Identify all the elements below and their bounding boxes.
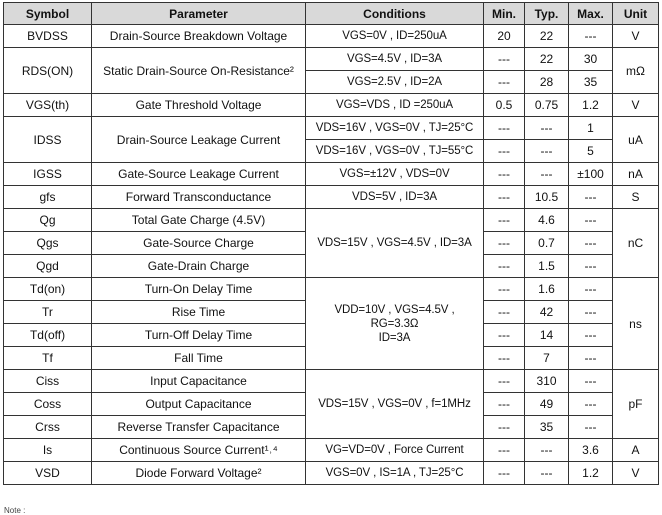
conditions-cell: VGS=0V , ID=250uA	[306, 25, 484, 48]
typ-cell: 0.75	[525, 94, 569, 117]
max-cell: ---	[569, 347, 613, 370]
parameter-cell: Reverse Transfer Capacitance	[92, 416, 306, 439]
typ-cell: ---	[525, 462, 569, 485]
table-row	[4, 278, 659, 301]
max-cell: ---	[569, 370, 613, 393]
unit-cell: V	[613, 25, 659, 48]
parameter-cell: Turn-Off Delay Time	[92, 324, 306, 347]
header-typ: Typ.	[525, 3, 569, 25]
table-row	[4, 439, 659, 462]
symbol-cell: IDSS	[4, 117, 92, 163]
conditions-cell: VG=VD=0V , Force Current	[306, 439, 484, 462]
symbol-cell: Tr	[4, 301, 92, 324]
header-symbol: Symbol	[4, 3, 92, 25]
min-cell: ---	[484, 117, 525, 140]
footnote-label: Note :	[4, 506, 26, 515]
unit-cell: nC	[613, 209, 659, 278]
max-cell: 30	[569, 48, 613, 71]
conditions-cell: VGS=±12V , VDS=0V	[306, 163, 484, 186]
min-cell: ---	[484, 186, 525, 209]
table-row	[4, 209, 659, 232]
parameter-cell: Gate-Source Leakage Current	[92, 163, 306, 186]
symbol-cell: Qgs	[4, 232, 92, 255]
typ-cell: ---	[525, 439, 569, 462]
unit-cell: ns	[613, 278, 659, 370]
max-cell: 35	[569, 71, 613, 94]
max-cell: ---	[569, 186, 613, 209]
parameter-cell: Continuous Source Current¹˒⁴	[92, 439, 306, 462]
conditions-cell: VDS=15V , VGS=4.5V , ID=3A	[306, 209, 484, 278]
typ-cell: 7	[525, 347, 569, 370]
table-row	[4, 48, 659, 71]
min-cell: ---	[484, 278, 525, 301]
parameter-cell: Input Capacitance	[92, 370, 306, 393]
unit-cell: S	[613, 186, 659, 209]
typ-cell: 0.7	[525, 232, 569, 255]
conditions-cell: VDS=16V , VGS=0V , TJ=25°C	[306, 117, 484, 140]
min-cell: ---	[484, 140, 525, 163]
symbol-cell: Ciss	[4, 370, 92, 393]
symbol-cell: Qgd	[4, 255, 92, 278]
parameter-cell: Output Capacitance	[92, 393, 306, 416]
symbol-cell: gfs	[4, 186, 92, 209]
min-cell: ---	[484, 393, 525, 416]
max-cell: 1.2	[569, 94, 613, 117]
switching-condition-line-3: ID=3A	[378, 331, 411, 344]
parameter-cell: Gate Threshold Voltage	[92, 94, 306, 117]
table-row	[4, 163, 659, 186]
min-cell: ---	[484, 255, 525, 278]
min-cell: ---	[484, 232, 525, 255]
conditions-cell: VGS=2.5V , ID=2A	[306, 71, 484, 94]
typ-cell: ---	[525, 117, 569, 140]
symbol-cell: BVDSS	[4, 25, 92, 48]
parameter-cell: Rise Time	[92, 301, 306, 324]
switching-condition-line-1: VDD=10V , VGS=4.5V ,	[334, 303, 455, 316]
max-cell: 1	[569, 117, 613, 140]
header-max: Max.	[569, 3, 613, 25]
typ-cell: 1.5	[525, 255, 569, 278]
max-cell: ---	[569, 324, 613, 347]
max-cell: ---	[569, 301, 613, 324]
conditions-cell: VGS=4.5V , ID=3A	[306, 48, 484, 71]
conditions-cell: VGS=VDS , ID =250uA	[306, 94, 484, 117]
switching-condition-line-2: RG=3.3Ω	[370, 317, 419, 330]
parameter-cell: Diode Forward Voltage²	[92, 462, 306, 485]
max-cell: 5	[569, 140, 613, 163]
typ-cell: 310	[525, 370, 569, 393]
min-cell: ---	[484, 209, 525, 232]
typ-cell: 4.6	[525, 209, 569, 232]
typ-cell: 1.6	[525, 278, 569, 301]
typ-cell: 22	[525, 48, 569, 71]
conditions-cell: VDS=5V , ID=3A	[306, 186, 484, 209]
table-row	[4, 94, 659, 117]
parameter-cell: Drain-Source Breakdown Voltage	[92, 25, 306, 48]
parameter-cell: Turn-On Delay Time	[92, 278, 306, 301]
table-row	[4, 370, 659, 393]
parameter-cell: Fall Time	[92, 347, 306, 370]
header-parameter: Parameter	[92, 3, 306, 25]
table-row	[4, 462, 659, 485]
typ-cell: ---	[525, 140, 569, 163]
typ-cell: 49	[525, 393, 569, 416]
symbol-cell: Td(on)	[4, 278, 92, 301]
max-cell: ---	[569, 25, 613, 48]
table-row	[4, 186, 659, 209]
electrical-characteristics-table	[3, 2, 659, 485]
typ-cell: 42	[525, 301, 569, 324]
symbol-cell: Is	[4, 439, 92, 462]
min-cell: ---	[484, 370, 525, 393]
min-cell: ---	[484, 301, 525, 324]
max-cell: ---	[569, 209, 613, 232]
max-cell: 3.6	[569, 439, 613, 462]
max-cell: 1.2	[569, 462, 613, 485]
symbol-cell: VSD	[4, 462, 92, 485]
typ-cell: 22	[525, 25, 569, 48]
parameter-cell: Static Drain-Source On-Resistance²	[92, 48, 306, 94]
conditions-cell: VDS=16V , VGS=0V , TJ=55°C	[306, 140, 484, 163]
max-cell: ---	[569, 255, 613, 278]
max-cell: ---	[569, 416, 613, 439]
max-cell: ---	[569, 393, 613, 416]
typ-cell: 35	[525, 416, 569, 439]
symbol-cell: VGS(th)	[4, 94, 92, 117]
min-cell: 20	[484, 25, 525, 48]
min-cell: ---	[484, 347, 525, 370]
unit-cell: mΩ	[613, 48, 659, 94]
unit-cell: A	[613, 439, 659, 462]
min-cell: ---	[484, 462, 525, 485]
max-cell: ---	[569, 232, 613, 255]
symbol-cell: IGSS	[4, 163, 92, 186]
conditions-cell: VDS=15V , VGS=0V , f=1MHz	[306, 370, 484, 439]
min-cell: ---	[484, 71, 525, 94]
symbol-cell: Qg	[4, 209, 92, 232]
symbol-cell: RDS(ON)	[4, 48, 92, 94]
conditions-cell	[306, 278, 484, 370]
min-cell: ---	[484, 163, 525, 186]
parameter-cell: Gate-Drain Charge	[92, 255, 306, 278]
max-cell: ---	[569, 278, 613, 301]
unit-cell: pF	[613, 370, 659, 439]
header-min: Min.	[484, 3, 525, 25]
typ-cell: 28	[525, 71, 569, 94]
min-cell: 0.5	[484, 94, 525, 117]
conditions-cell: VGS=0V , IS=1A , TJ=25°C	[306, 462, 484, 485]
unit-cell: V	[613, 94, 659, 117]
min-cell: ---	[484, 48, 525, 71]
table-row	[4, 117, 659, 140]
unit-cell: uA	[613, 117, 659, 163]
table-row	[4, 25, 659, 48]
typ-cell: 10.5	[525, 186, 569, 209]
parameter-cell: Gate-Source Charge	[92, 232, 306, 255]
header-unit: Unit	[613, 3, 659, 25]
symbol-cell: Crss	[4, 416, 92, 439]
min-cell: ---	[484, 324, 525, 347]
parameter-cell: Drain-Source Leakage Current	[92, 117, 306, 163]
parameter-cell: Total Gate Charge (4.5V)	[92, 209, 306, 232]
unit-cell: V	[613, 462, 659, 485]
max-cell: ±100	[569, 163, 613, 186]
min-cell: ---	[484, 439, 525, 462]
header-row	[4, 3, 659, 25]
symbol-cell: Tf	[4, 347, 92, 370]
min-cell: ---	[484, 416, 525, 439]
symbol-cell: Coss	[4, 393, 92, 416]
unit-cell: nA	[613, 163, 659, 186]
typ-cell: 14	[525, 324, 569, 347]
parameter-cell: Forward Transconductance	[92, 186, 306, 209]
header-conditions: Conditions	[306, 3, 484, 25]
symbol-cell: Td(off)	[4, 324, 92, 347]
typ-cell: ---	[525, 163, 569, 186]
